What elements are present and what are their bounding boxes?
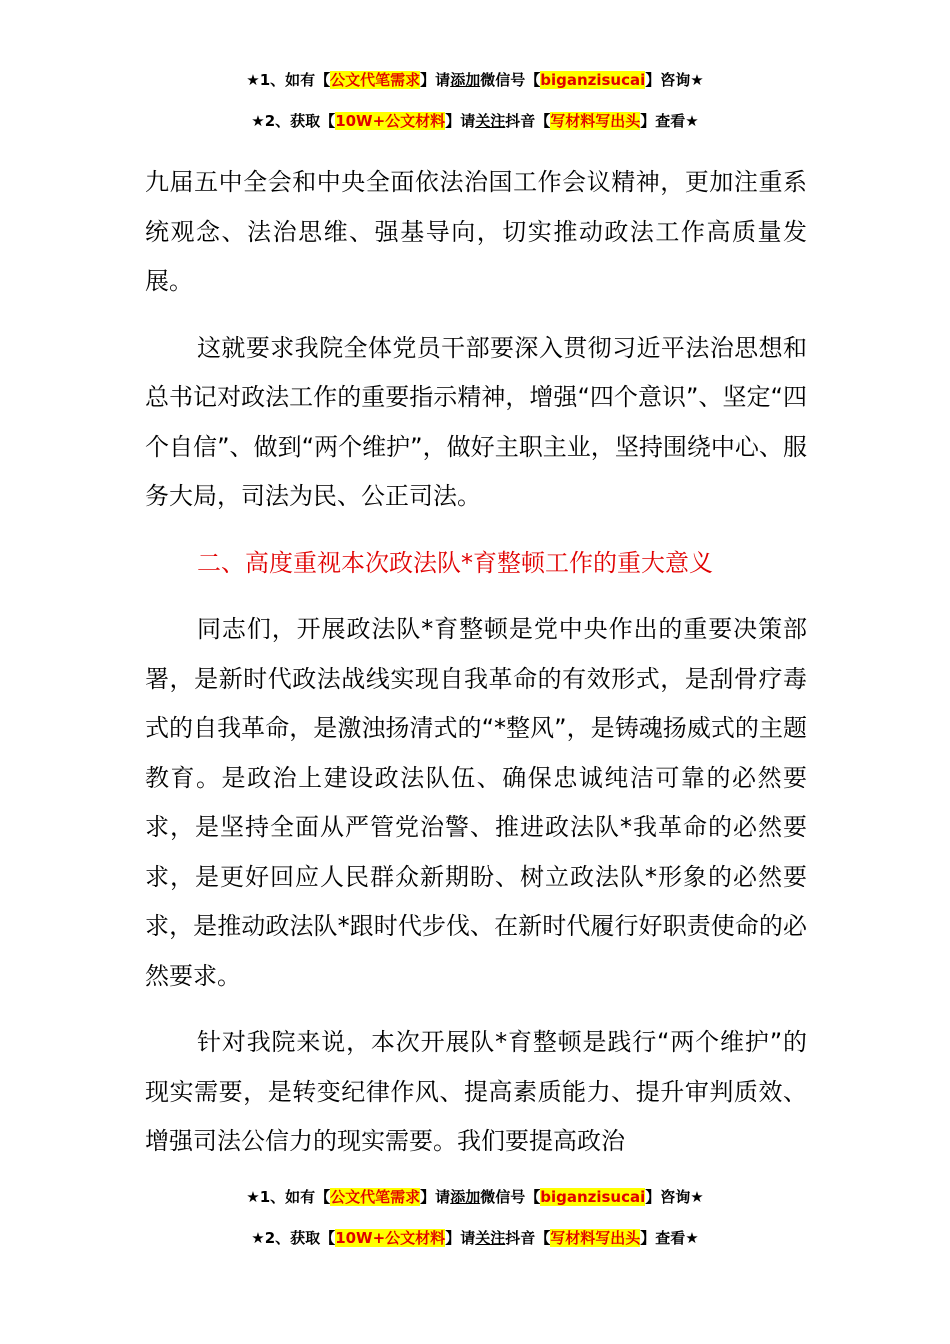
- banner-text: ★1、如有【: [246, 71, 331, 89]
- banner-highlight: 10W+公文材料: [335, 1229, 446, 1247]
- banner-text: 】查看★: [640, 1229, 699, 1247]
- banner-text: 抖音【: [505, 112, 551, 130]
- banner-underlined: 添加: [450, 1188, 481, 1206]
- banner-text: 】请: [420, 1188, 451, 1206]
- footer-banner-line-2: [0, 1228, 950, 1248]
- banner-text: 微信号【: [480, 1188, 541, 1206]
- banner-highlight: 写材料写出头: [550, 112, 641, 130]
- footer-banner-line-1: [0, 1187, 950, 1207]
- banner-underlined: 添加: [450, 71, 481, 89]
- banner-highlight: 10W+公文材料: [335, 112, 446, 130]
- section-heading: 二、高度重视本次政法队*育整顿工作的重大意义: [197, 548, 713, 577]
- banner-text: 】请: [445, 112, 476, 130]
- banner-text: 】咨询★: [645, 71, 704, 89]
- paragraph: 同志们，开展政法队*育整顿是党中央作出的重要决策部署，是新时代政法战线实现自我革命的有效形式，是刮骨疗毒式的自我革命，是激浊扬清式的“*整风”，是铸魂扬威式的主题教育。是政治上建设政法队伍、确保忠诚纯洁可靠的必然要求，是坚持全面从严管党治警、推进政法队*我革命的必然要求，是更好回应人民群众新期盼、树立政法队*形象的必然要求，是推动政法队*跟时代步伐、在新时代履行好职责使命的必然要求。: [145, 615, 807, 990]
- banner-text: 抖音【: [505, 1229, 551, 1247]
- banner-highlight: biganzisucai: [540, 71, 646, 89]
- paragraph-continued: 九届五中全会和中央全面依法治国工作会议精神，更加注重系统观念、法治思维、强基导向，切实推动政法工作高质量发展。: [145, 168, 807, 295]
- banner-text: ★1、如有【: [246, 1188, 331, 1206]
- banner-highlight: 公文代笔需求: [330, 1188, 421, 1206]
- paragraph: 针对我院来说，本次开展队*育整顿是践行“两个维护”的现实需要，是转变纪律作风、提高素质能力、提升审判质效、增强司法公信力的现实需要。我们要提高政治: [145, 1028, 807, 1155]
- banner-highlight: 公文代笔需求: [330, 71, 421, 89]
- banner-underlined: 关注: [475, 112, 506, 130]
- header-banner-line-1: [0, 70, 950, 90]
- banner-text: ★2、获取【: [251, 1229, 336, 1247]
- banner-text: ★2、获取【: [251, 112, 336, 130]
- banner-text: 微信号【: [480, 71, 541, 89]
- banner-text: 】咨询★: [645, 1188, 704, 1206]
- banner-text: 】查看★: [640, 112, 699, 130]
- banner-underlined: 关注: [475, 1229, 506, 1247]
- paragraph: 这就要求我院全体党员干部要深入贯彻习近平法治思想和总书记对政法工作的重要指示精神，增强“四个意识”、坚定“四个自信”、做到“两个维护”，做好主职主业，坚持围绕中心、服务大局，司法为民、公正司法。: [145, 333, 807, 510]
- banner-text: 】请: [445, 1229, 476, 1247]
- banner-highlight: biganzisucai: [540, 1188, 646, 1206]
- header-banner-line-2: [0, 111, 950, 131]
- banner-highlight: 写材料写出头: [550, 1229, 641, 1247]
- banner-text: 】请: [420, 71, 451, 89]
- document-body: [145, 158, 807, 1167]
